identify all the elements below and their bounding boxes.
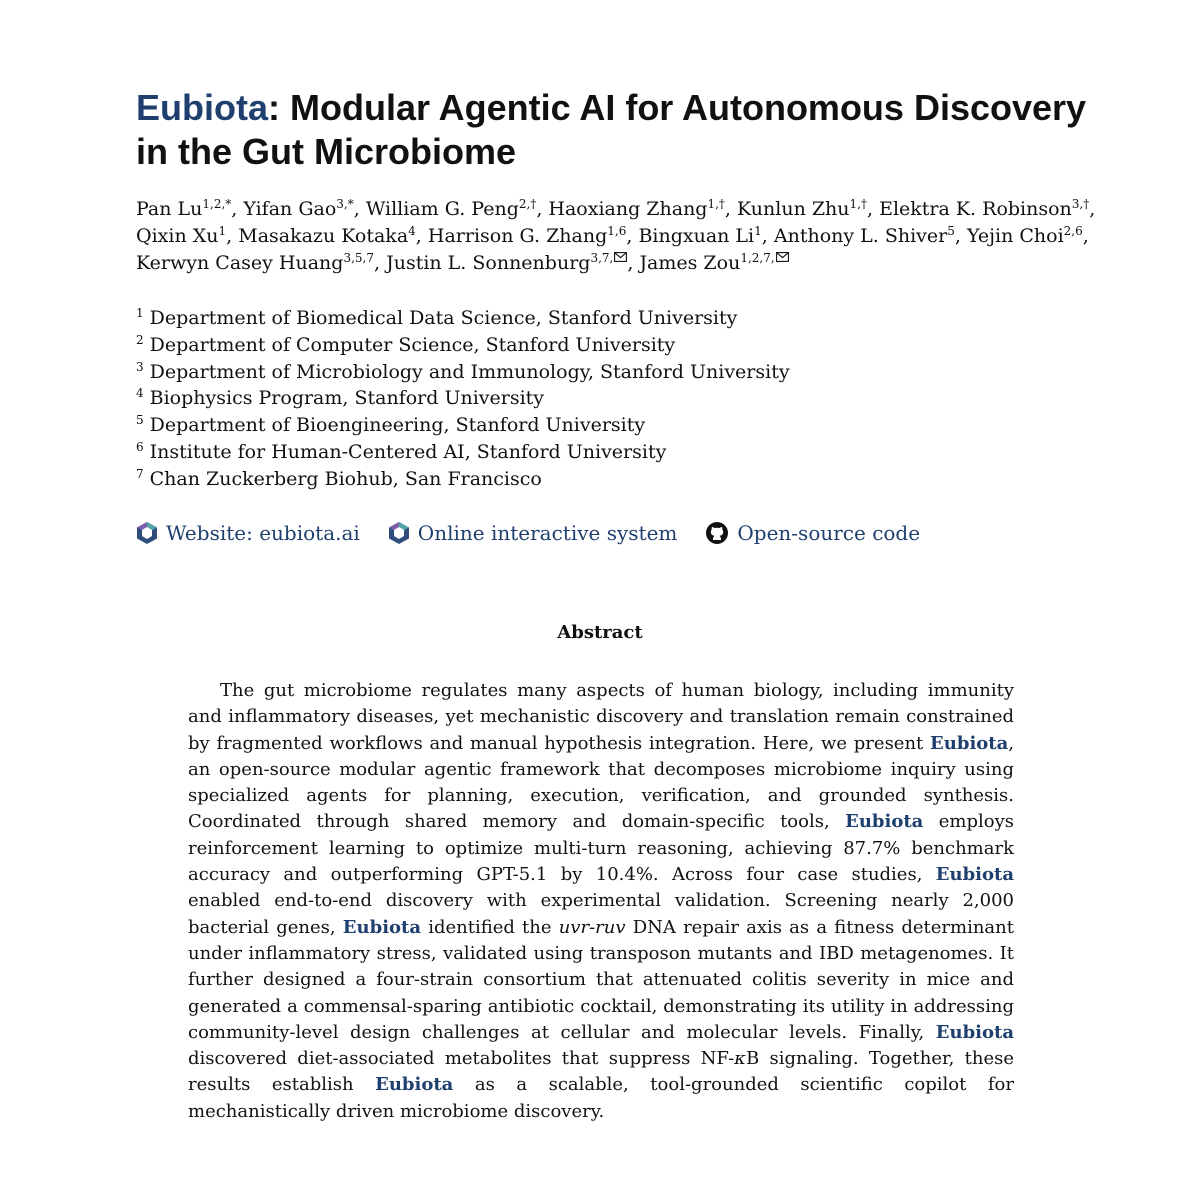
abstract-text: identified the [421, 916, 559, 938]
author-name: Justin L. Sonnenburg [386, 252, 591, 274]
affiliation-text: Department of Computer Science, Stanford University [149, 333, 676, 356]
author [238, 225, 416, 247]
system-name-highlight: Eubiota [342, 916, 422, 938]
abstract-text: enabled end-to-end discovery with experimental validation. Screening nearly 2,000 bacterial genes, [188, 890, 1014, 938]
affiliation-number: 1 [136, 306, 144, 320]
author-name: Kerwyn Casey Huang [136, 252, 344, 274]
website-link[interactable] [136, 521, 360, 545]
source-code-link[interactable] [705, 521, 920, 545]
author-affiliation-marks: 1,6 [607, 224, 627, 238]
author-affiliation-marks: 1,2,7, [740, 251, 775, 265]
author [639, 252, 788, 274]
system-name-highlight: Eubiota [845, 811, 924, 833]
author-affiliation-marks: 1,2,* [202, 197, 232, 211]
mail-icon [776, 252, 789, 262]
affiliation-item [136, 332, 1036, 359]
online-system-link[interactable] [388, 521, 678, 545]
author [879, 198, 1089, 220]
author-affiliation-marks: 4 [408, 224, 416, 238]
affiliation-item [136, 385, 1036, 412]
author [737, 198, 867, 220]
author-affiliation-marks: 1,† [707, 197, 725, 211]
affiliation-text: Institute for Human-Centered AI, Stanford University [149, 440, 667, 463]
system-name-highlight: Eubiota [375, 1074, 454, 1096]
italic-term: κ [734, 1048, 746, 1070]
author-affiliation-marks: 5 [947, 224, 955, 238]
author-name: Kunlun Zhu [737, 198, 850, 220]
system-name-highlight: Eubiota [935, 864, 1014, 886]
abstract-text: DNA repair axis as a fitness determinant under inflammatory stress, validated using transposon mutants and IBD metagenomes. It further designed a four-strain consortium that attenuated colitis severity in mice and generated a commensal-sparing antibiotic cocktail, demonstrating its utility in addressing community-level design challenges at cellular and molecular levels. Finally, [188, 916, 1014, 1043]
affiliation-item [136, 412, 1036, 439]
eubiota-logo-icon [388, 521, 410, 545]
author [774, 225, 955, 247]
abstract-text: employs reinforcement learning to optimize multi-turn reasoning, achieving 87.7% benchmark accuracy and outperforming GPT-5.1 by 10.4%. Across four case studies, [188, 811, 1014, 886]
author [366, 198, 537, 220]
author [967, 225, 1083, 247]
eubiota-logo-icon [136, 521, 158, 545]
author-affiliation-marks: 1 [754, 224, 762, 238]
abstract-text: The gut microbiome regulates many aspects of human biology, including immunity and inflammatory diseases, yet mechanistic discovery and translation remain constrained by fragmented workflows and manual hypothesis integration. Here, we present [188, 680, 1014, 754]
github-icon [705, 521, 729, 545]
author-name: Harrison G. Zhang [427, 225, 608, 247]
title-brand: Eubiota [136, 87, 268, 129]
author-name: Yejin Choi [966, 225, 1064, 247]
author-affiliation-marks: 1,† [849, 197, 867, 211]
author-name: Haoxiang Zhang [548, 198, 708, 220]
author-name: Anthony L. Shiver [773, 225, 948, 247]
author [136, 225, 226, 247]
affiliation-number: 6 [136, 439, 144, 454]
abstract-text: as a scalable, tool-grounded scientific copilot for mechanistically driven microbiome discovery. [188, 1074, 1015, 1122]
system-name-highlight: Eubiota [935, 1021, 1014, 1043]
author [136, 252, 374, 274]
author-name: Qixin Xu [136, 225, 219, 247]
author-name: William G. Peng [365, 198, 519, 220]
website-link-label: Website: eubiota.ai [166, 521, 360, 545]
author-list: Pan $Lu^{1,2,*}$, Yifan Gao$^{3,*}$, William G. Peng$^{2,\dagger}$, Haoxiang Zhang$^{1,\dagger}$, Kunlun Zhu$^{1,\dagger}$, Elektra K. Robinson$^{3,\dagger}$, Qixin Xu$^1$, Masakazu Kotaka$^4$, Harrison G. Zhang$^{1,6}$, Bingxuan Li$^1$, Anthony L. Shiver$^5$, Yejin Choi$^{2,6}$, Kerwyn Casey Huang$^{3,5,7}$, Justin L. Sonnenburg$^{3,7,}$ , James Zou$^{1,2,7,}$ [136, 197, 1096, 274]
abstract-heading: Abstract [557, 622, 643, 643]
affiliation-list [136, 305, 1036, 493]
affiliation-text: Biophysics Program, Stanford University [149, 387, 545, 410]
affiliation-number: 2 [136, 332, 144, 347]
affiliation-text: Chan Zuckerberg Biohub, San Francisco [149, 467, 542, 490]
author-affiliation-marks: 3,* [336, 197, 354, 211]
affiliation-text: Department of Bioengineering, Stanford University [149, 414, 646, 437]
affiliation-text: Department of Microbiology and Immunology, Stanford University [149, 360, 790, 383]
author [548, 198, 725, 220]
author-name: Bingxuan Li [638, 225, 755, 247]
author [428, 225, 626, 247]
author-name: Pan Lu [136, 198, 203, 220]
resource-links [136, 517, 948, 549]
affiliation-text: Department of Biomedical Data Science, Stanford University [149, 307, 738, 329]
system-name-highlight: Eubiota [930, 732, 1009, 754]
mail-icon [614, 252, 627, 262]
author [386, 252, 627, 274]
affiliation-number: 5 [136, 413, 144, 428]
online-system-link-label: Online interactive system [417, 521, 678, 545]
abstract-text: B signaling. Together, these results establish [188, 1048, 1014, 1096]
author-affiliation-marks: 1 [218, 224, 227, 238]
affiliation-item [136, 359, 1036, 386]
author-affiliation-marks: 3,7, [590, 251, 614, 265]
affiliation-number: 4 [136, 386, 144, 401]
author-affiliation-marks: 2,† [518, 197, 537, 211]
author [136, 198, 231, 220]
source-code-link-label: Open-source code [737, 521, 921, 545]
affiliation-number: 3 [136, 359, 144, 374]
abstract-text: , an open-source modular agentic framework that decomposes microbiome inquiry using specialized agents for planning, execution, verification, and grounded synthesis. Coordinated through shared memory and domain-specific tools, [188, 732, 1014, 833]
affiliation-item [136, 305, 1036, 332]
author-name: Elektra K. Robinson [879, 198, 1072, 220]
affiliation-number: 7 [136, 466, 144, 481]
author [243, 198, 353, 220]
abstract-body [188, 678, 1014, 1125]
author-name: Yifan Gao [243, 198, 337, 220]
author-name: James Zou [639, 252, 741, 274]
author-affiliation-marks: 3,5,7 [343, 251, 374, 265]
author-affiliation-marks: 3,† [1071, 197, 1090, 211]
author-name: Masakazu Kotaka [238, 225, 409, 247]
affiliation-item [136, 439, 1036, 466]
author [638, 225, 761, 247]
italic-term: uvr-ruv [558, 916, 626, 938]
abstract-text: discovered diet-associated metabolites that suppress NF- [188, 1048, 735, 1070]
affiliation-item [136, 466, 1036, 493]
paper-title [136, 86, 1096, 174]
author-affiliation-marks: 2,6 [1063, 224, 1083, 238]
title-rest: : Modular Agentic AI for Autonomous Discovery in the Gut Microbiome [136, 87, 1087, 173]
